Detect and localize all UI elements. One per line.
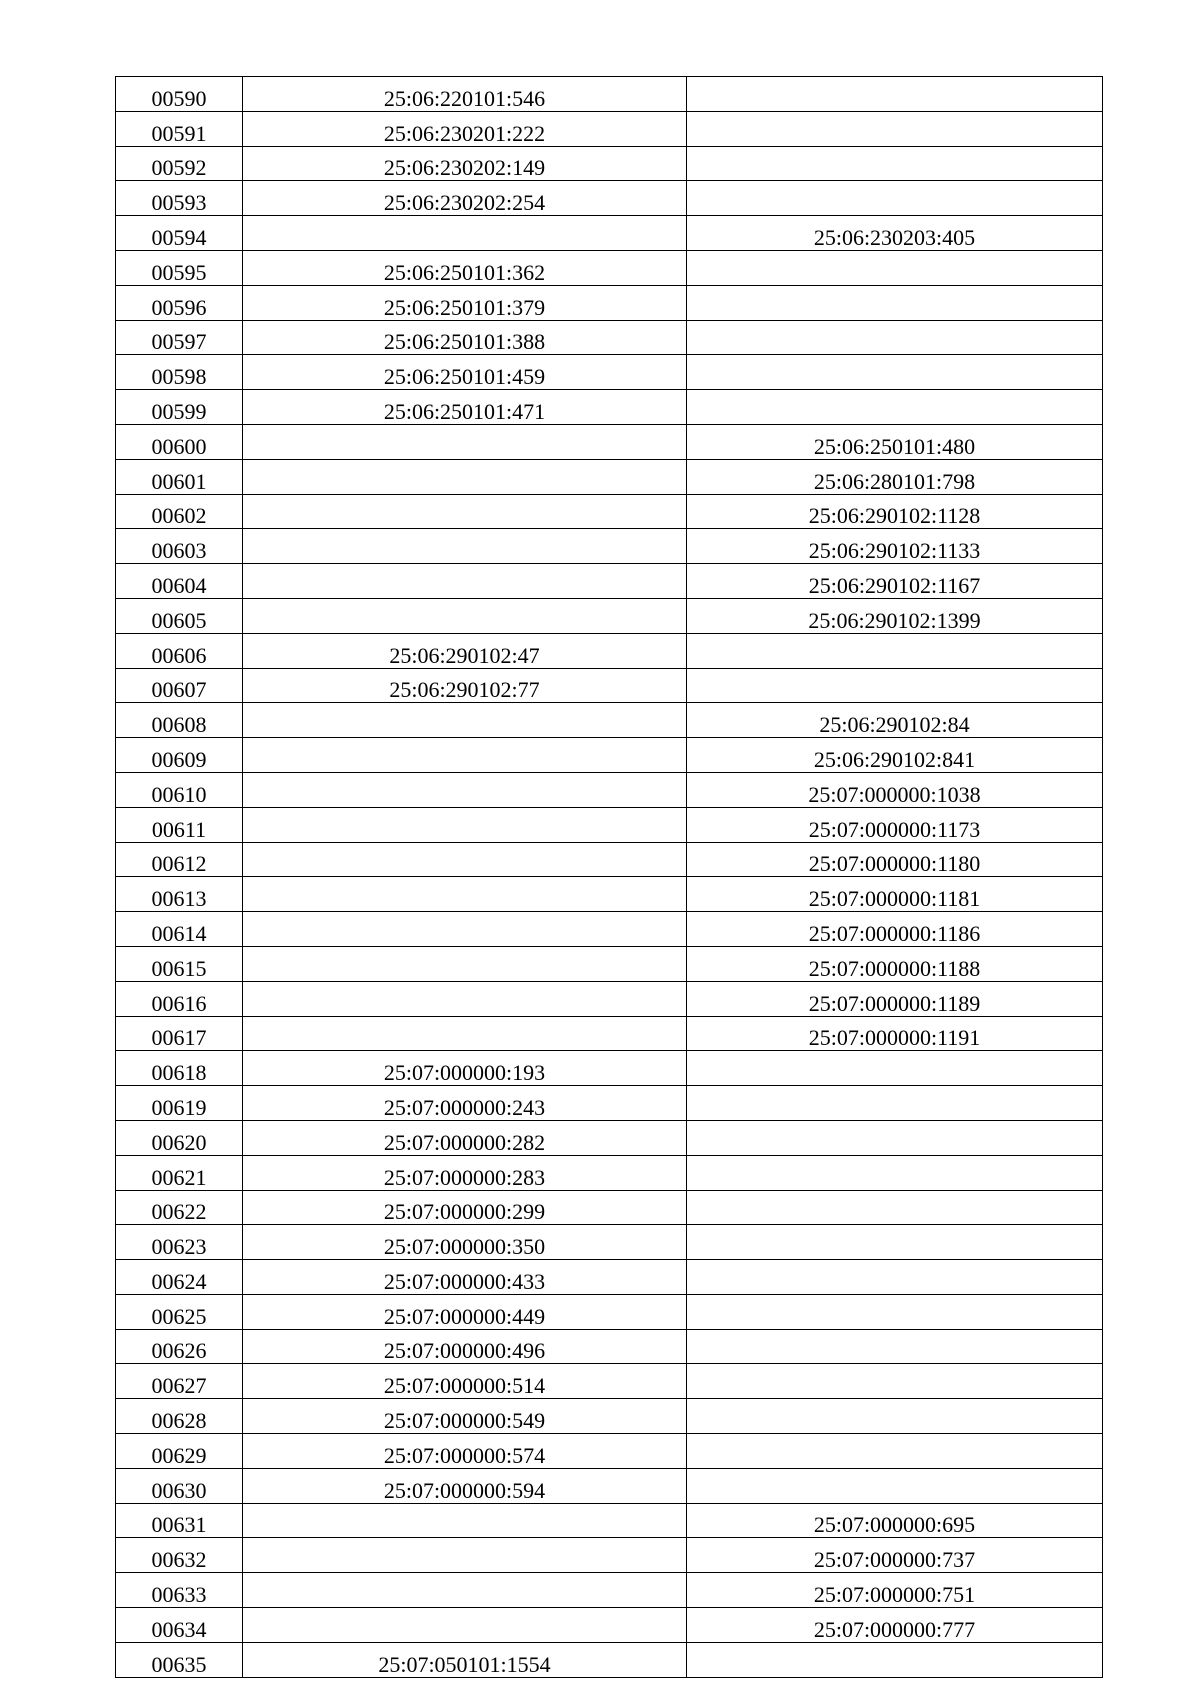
row-number-cell: 00598 <box>116 355 243 390</box>
cadastral-number-cell-b: 25:06:290102:84 <box>687 703 1103 738</box>
table-row <box>116 390 1103 425</box>
row-number-cell: 00608 <box>116 703 243 738</box>
table-row <box>116 320 1103 355</box>
table-row <box>116 424 1103 459</box>
cadastral-number-cell-a <box>243 564 687 599</box>
table-row <box>116 1190 1103 1225</box>
cadastral-number-cell-a: 25:06:220101:546 <box>243 77 687 112</box>
table-row <box>116 1155 1103 1190</box>
cadastral-number-cell-a <box>243 494 687 529</box>
table-row <box>116 668 1103 703</box>
table-row <box>116 877 1103 912</box>
row-number-cell: 00601 <box>116 459 243 494</box>
cadastral-number-cell-b <box>687 390 1103 425</box>
row-number-cell: 00597 <box>116 320 243 355</box>
cadastral-number-cell-b <box>687 1294 1103 1329</box>
cadastral-number-cell-b: 25:06:250101:480 <box>687 424 1103 459</box>
row-number-cell: 00631 <box>116 1503 243 1538</box>
cadastral-number-cell-a <box>243 459 687 494</box>
row-number-cell: 00623 <box>116 1225 243 1260</box>
row-number-cell: 00599 <box>116 390 243 425</box>
cadastral-number-cell-a <box>243 877 687 912</box>
cadastral-number-cell-b: 25:06:230203:405 <box>687 216 1103 251</box>
cadastral-number-cell-b <box>687 320 1103 355</box>
cadastral-number-cell-a <box>243 946 687 981</box>
cadastral-number-cell-a <box>243 912 687 947</box>
cadastral-number-cell-a: 25:06:230202:254 <box>243 181 687 216</box>
row-number-cell: 00592 <box>116 146 243 181</box>
row-number-cell: 00613 <box>116 877 243 912</box>
cadastral-number-cell-a: 25:07:000000:514 <box>243 1364 687 1399</box>
cadastral-number-cell-a <box>243 1538 687 1573</box>
cadastral-number-cell-a: 25:06:290102:47 <box>243 633 687 668</box>
row-number-cell: 00612 <box>116 842 243 877</box>
row-number-cell: 00632 <box>116 1538 243 1573</box>
table-row <box>116 111 1103 146</box>
table-row <box>116 633 1103 668</box>
cadastral-number-cell-a: 25:06:250101:379 <box>243 285 687 320</box>
cadastral-number-cell-a: 25:07:000000:299 <box>243 1190 687 1225</box>
table-row <box>116 1016 1103 1051</box>
row-number-cell: 00616 <box>116 981 243 1016</box>
cadastral-number-cell-b: 25:06:290102:1167 <box>687 564 1103 599</box>
cadastral-number-cell-b: 25:06:290102:841 <box>687 738 1103 773</box>
cadastral-number-cell-b <box>687 1190 1103 1225</box>
table-row <box>116 1642 1103 1677</box>
cadastral-number-cell-a <box>243 216 687 251</box>
cadastral-number-cell-b: 25:07:000000:751 <box>687 1573 1103 1608</box>
row-number-cell: 00615 <box>116 946 243 981</box>
table-row <box>116 1538 1103 1573</box>
row-number-cell: 00603 <box>116 529 243 564</box>
row-number-cell: 00593 <box>116 181 243 216</box>
cadastral-number-cell-a: 25:07:000000:283 <box>243 1155 687 1190</box>
cadastral-number-cell-b <box>687 668 1103 703</box>
cadastral-number-cell-b: 25:06:290102:1399 <box>687 598 1103 633</box>
row-number-cell: 00621 <box>116 1155 243 1190</box>
cadastral-number-cell-a <box>243 807 687 842</box>
row-number-cell: 00595 <box>116 250 243 285</box>
cadastral-number-cell-a: 25:06:230202:149 <box>243 146 687 181</box>
row-number-cell: 00625 <box>116 1294 243 1329</box>
cadastral-number-cell-b: 25:07:000000:1189 <box>687 981 1103 1016</box>
table-row <box>116 216 1103 251</box>
cadastral-number-cell-a: 25:06:250101:388 <box>243 320 687 355</box>
cadastral-number-cell-a: 25:06:230201:222 <box>243 111 687 146</box>
cadastral-number-cell-b <box>687 146 1103 181</box>
table-row <box>116 946 1103 981</box>
row-number-cell: 00611 <box>116 807 243 842</box>
table-row <box>116 981 1103 1016</box>
cadastral-number-cell-a <box>243 529 687 564</box>
cadastral-number-cell-b: 25:06:280101:798 <box>687 459 1103 494</box>
row-number-cell: 00628 <box>116 1399 243 1434</box>
table-row <box>116 459 1103 494</box>
cadastral-number-cell-a: 25:06:250101:471 <box>243 390 687 425</box>
cadastral-number-cell-a: 25:07:000000:282 <box>243 1120 687 1155</box>
cadastral-number-cell-b <box>687 355 1103 390</box>
cadastral-number-cell-a: 25:06:250101:459 <box>243 355 687 390</box>
table-row <box>116 494 1103 529</box>
table-row <box>116 1573 1103 1608</box>
cadastral-number-cell-a <box>243 598 687 633</box>
cadastral-number-cell-a: 25:07:050101:1554 <box>243 1642 687 1677</box>
row-number-cell: 00594 <box>116 216 243 251</box>
cadastral-number-cell-b: 25:07:000000:1180 <box>687 842 1103 877</box>
row-number-cell: 00596 <box>116 285 243 320</box>
row-number-cell: 00602 <box>116 494 243 529</box>
cadastral-number-cell-b <box>687 111 1103 146</box>
cadastral-number-cell-a: 25:07:000000:594 <box>243 1468 687 1503</box>
table-body <box>116 77 1103 1678</box>
table-row <box>116 529 1103 564</box>
table-row <box>116 77 1103 112</box>
row-number-cell: 00629 <box>116 1434 243 1469</box>
cadastral-number-cell-b: 25:06:290102:1133 <box>687 529 1103 564</box>
row-number-cell: 00620 <box>116 1120 243 1155</box>
table-row <box>116 772 1103 807</box>
cadastral-number-cell-a: 25:07:000000:449 <box>243 1294 687 1329</box>
row-number-cell: 00609 <box>116 738 243 773</box>
row-number-cell: 00618 <box>116 1051 243 1086</box>
cadastral-number-cell-a: 25:07:000000:549 <box>243 1399 687 1434</box>
row-number-cell: 00606 <box>116 633 243 668</box>
row-number-cell: 00604 <box>116 564 243 599</box>
cadastral-number-cell-b: 25:07:000000:695 <box>687 1503 1103 1538</box>
row-number-cell: 00624 <box>116 1260 243 1295</box>
cadastral-number-cell-b <box>687 250 1103 285</box>
cadastral-number-cell-b <box>687 1225 1103 1260</box>
table-row <box>116 250 1103 285</box>
cadastral-number-cell-a: 25:07:000000:574 <box>243 1434 687 1469</box>
table-row <box>116 598 1103 633</box>
row-number-cell: 00591 <box>116 111 243 146</box>
table-row <box>116 1468 1103 1503</box>
cadastral-number-cell-b <box>687 1642 1103 1677</box>
table-row <box>116 1434 1103 1469</box>
cadastral-number-cell-a: 25:06:290102:77 <box>243 668 687 703</box>
table-row <box>116 1399 1103 1434</box>
cadastral-number-cell-b <box>687 1155 1103 1190</box>
cadastral-number-cell-b: 25:07:000000:777 <box>687 1608 1103 1643</box>
cadastral-number-cell-b <box>687 1120 1103 1155</box>
row-number-cell: 00600 <box>116 424 243 459</box>
cadastral-number-cell-b <box>687 1086 1103 1121</box>
cadastral-number-cell-a <box>243 1503 687 1538</box>
cadastral-number-cell-a <box>243 1608 687 1643</box>
cadastral-number-cell-b <box>687 1260 1103 1295</box>
table-row <box>116 285 1103 320</box>
table-row <box>116 912 1103 947</box>
table-row <box>116 738 1103 773</box>
cadastral-number-cell-a <box>243 772 687 807</box>
table-row <box>116 1294 1103 1329</box>
table-row <box>116 1086 1103 1121</box>
cadastral-number-cell-b: 25:07:000000:737 <box>687 1538 1103 1573</box>
table-row <box>116 1608 1103 1643</box>
cadastral-number-cell-b: 25:07:000000:1191 <box>687 1016 1103 1051</box>
cadastral-number-cell-a <box>243 424 687 459</box>
row-number-cell: 00627 <box>116 1364 243 1399</box>
cadastral-number-cell-b <box>687 1364 1103 1399</box>
cadastral-number-cell-a: 25:07:000000:350 <box>243 1225 687 1260</box>
cadastral-number-cell-b: 25:07:000000:1173 <box>687 807 1103 842</box>
row-number-cell: 00617 <box>116 1016 243 1051</box>
table-row <box>116 564 1103 599</box>
table-row <box>116 1503 1103 1538</box>
row-number-cell: 00607 <box>116 668 243 703</box>
cadastral-number-cell-b: 25:07:000000:1186 <box>687 912 1103 947</box>
cadastral-number-cell-a: 25:07:000000:243 <box>243 1086 687 1121</box>
cadastral-number-cell-a <box>243 738 687 773</box>
cadastral-number-cell-b <box>687 1329 1103 1364</box>
cadastral-number-cell-a: 25:07:000000:193 <box>243 1051 687 1086</box>
cadastral-number-cell-b <box>687 181 1103 216</box>
cadastral-number-cell-a <box>243 1016 687 1051</box>
row-number-cell: 00630 <box>116 1468 243 1503</box>
cadastral-number-cell-a: 25:07:000000:433 <box>243 1260 687 1295</box>
table-row <box>116 181 1103 216</box>
table-row <box>116 842 1103 877</box>
row-number-cell: 00634 <box>116 1608 243 1643</box>
row-number-cell: 00619 <box>116 1086 243 1121</box>
table-row <box>116 1329 1103 1364</box>
row-number-cell: 00605 <box>116 598 243 633</box>
cadastral-number-cell-b <box>687 1051 1103 1086</box>
table-row <box>116 1260 1103 1295</box>
cadastral-number-cell-a <box>243 842 687 877</box>
table-row <box>116 1225 1103 1260</box>
cadastral-number-cell-b: 25:07:000000:1181 <box>687 877 1103 912</box>
cadastral-number-cell-b <box>687 633 1103 668</box>
table-row <box>116 1051 1103 1086</box>
row-number-cell: 00635 <box>116 1642 243 1677</box>
table-row <box>116 355 1103 390</box>
row-number-cell: 00633 <box>116 1573 243 1608</box>
cadastral-number-cell-b <box>687 1399 1103 1434</box>
cadastral-number-cell-a: 25:07:000000:496 <box>243 1329 687 1364</box>
table-row <box>116 703 1103 738</box>
table-row <box>116 1364 1103 1399</box>
cadastral-number-cell-b: 25:07:000000:1038 <box>687 772 1103 807</box>
cadastral-number-cell-b: 25:06:290102:1128 <box>687 494 1103 529</box>
row-number-cell: 00610 <box>116 772 243 807</box>
cadastral-number-cell-a: 25:06:250101:362 <box>243 250 687 285</box>
row-number-cell: 00622 <box>116 1190 243 1225</box>
cadastral-number-cell-a <box>243 981 687 1016</box>
cadastral-number-cell-b <box>687 1468 1103 1503</box>
cadastral-number-cell-a <box>243 703 687 738</box>
row-number-cell: 00626 <box>116 1329 243 1364</box>
cadastral-number-cell-b <box>687 1434 1103 1469</box>
table-row <box>116 807 1103 842</box>
cadastral-number-cell-b <box>687 285 1103 320</box>
cadastral-number-cell-a <box>243 1573 687 1608</box>
cadastral-number-cell-b: 25:07:000000:1188 <box>687 946 1103 981</box>
table-row <box>116 146 1103 181</box>
table-row <box>116 1120 1103 1155</box>
row-number-cell: 00614 <box>116 912 243 947</box>
cadastral-table <box>115 76 1103 1678</box>
cadastral-number-cell-b <box>687 77 1103 112</box>
row-number-cell: 00590 <box>116 77 243 112</box>
